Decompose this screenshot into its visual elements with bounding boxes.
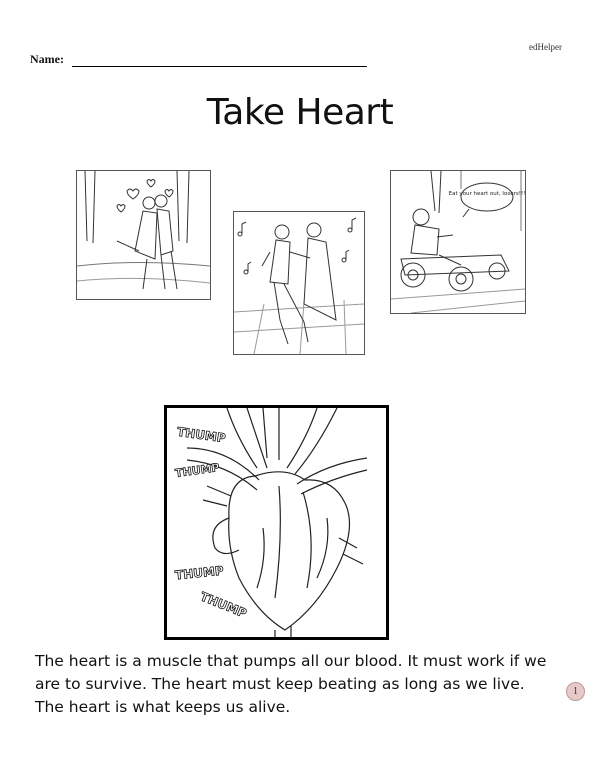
dancing-couple-illustration	[233, 211, 365, 355]
thump-text-2: THUMP	[174, 460, 221, 481]
body-line-2: are to survive. The heart must keep beating as long as we live.	[35, 675, 525, 693]
thump-text-3: THUMP	[174, 563, 225, 583]
thump-text-1: THUMP	[176, 424, 227, 446]
page-title: Take Heart	[206, 92, 394, 133]
page-number-badge: 1	[566, 682, 585, 701]
hugging-couple-illustration	[76, 170, 211, 300]
name-label: Name:	[30, 52, 64, 66]
body-paragraph	[35, 650, 575, 719]
go-kart-boy-illustration	[390, 170, 526, 314]
name-input-line[interactable]	[72, 54, 367, 67]
body-line-1: The heart is a muscle that pumps all our blood. It must work if we	[35, 652, 547, 670]
heart-illustration	[164, 405, 389, 640]
body-line-3: The heart is what keeps us alive.	[35, 698, 291, 716]
brand-label: edHelper	[529, 42, 562, 52]
name-field-row	[30, 52, 367, 67]
speech-bubble-text: Eat your heart out, losers!!!	[448, 191, 525, 197]
thump-text-4: THUMP	[198, 589, 249, 621]
